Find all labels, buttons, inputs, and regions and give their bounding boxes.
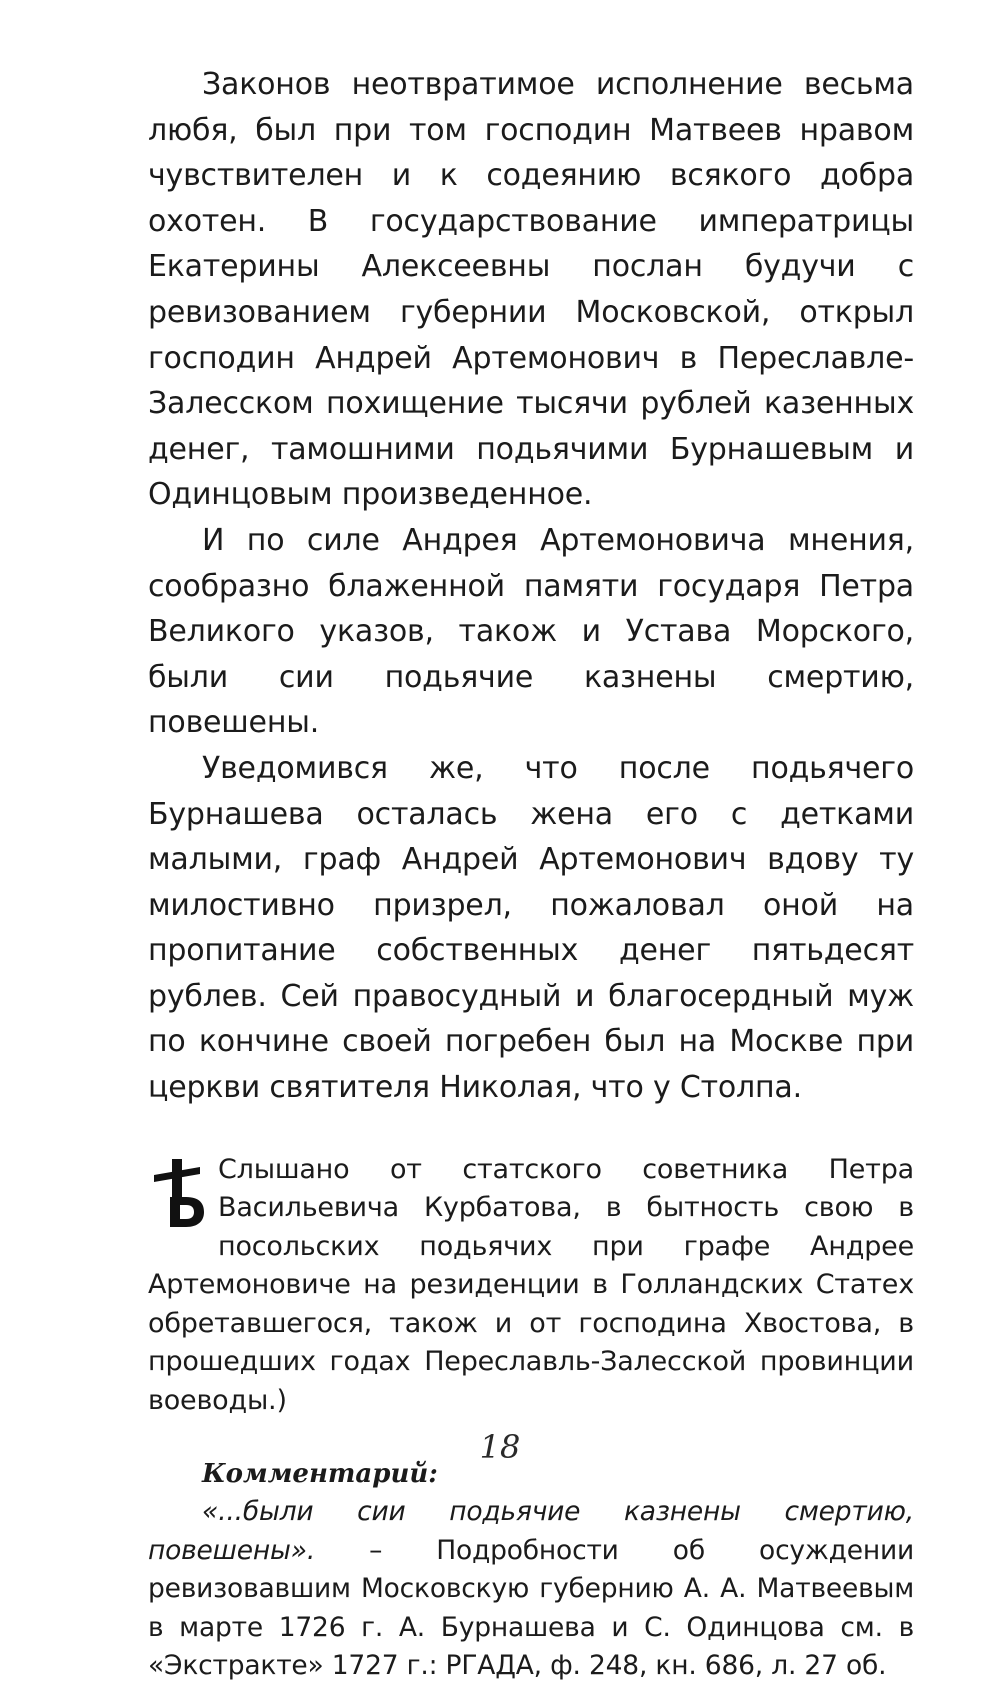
note-text: Слышано от статского советника Петра Васильевича Курбатова, в бытность свою в посольских подьячих при графе Андрее Артемоновиче на резиденции в Голландских Статех обретавшегося, також и от господина Хвостова, в прошедших годах Переславль-Залесской провинции воеводы.) — [148, 1153, 914, 1416]
yat-symbol-icon — [148, 1157, 206, 1229]
paragraph-3: Уведомився же, что после подьячего Бурнашева осталась жена его с детками малыми, граф Андрей Артемонович вдову ту милостивно призрел, пожаловал оной на пропитание собственных денег пятьдесят рублев. Сей правосудный и благосердный муж по кончине своей погребен был на Москве при церкви святителя Николая, что у Столпа. — [148, 750, 914, 1106]
commentary-quote: «...были сии подьячие казнены смертию, повешены». — [148, 1496, 914, 1566]
commentary-text — [148, 1493, 914, 1686]
paragraph-2: И по силе Андрея Артемоновича мнения, сообразно блаженной памяти государя Петра Великого указов, також и Устава Морского, были сии подьячие казнены смертию, повешены. — [148, 522, 914, 741]
page-number: 18 — [479, 1428, 521, 1466]
source-note — [148, 1151, 914, 1421]
paragraph-1: Законов неотвратимое исполнение весьма любя, был при том господин Матвеев нравом чувствителен и к содеянию всякого добра охотен. В государствование императрицы Екатерины Алексеевны послан будучи с ревизованием губернии Московской, открыл господин Андрей Артемонович в Переславле-Залесском похищение тысячи рублей казенных денег, тамошними подьячими Бурнашевым и Одинцовым произведенное. — [148, 67, 914, 513]
commentary-heading: Комментарий: — [202, 1459, 438, 1490]
commentary — [148, 1455, 914, 1686]
commentary-body: – Подробности об осуждении ревизовавшим Московскую губернию А. А. Матвеевым в марте 1726 г. А. Бурнашева и С. Одинцова см. в «Экстракте» 1727 г.: РГАДА, ф. 248, кн. 686, л. 27 об. — [148, 1534, 914, 1682]
